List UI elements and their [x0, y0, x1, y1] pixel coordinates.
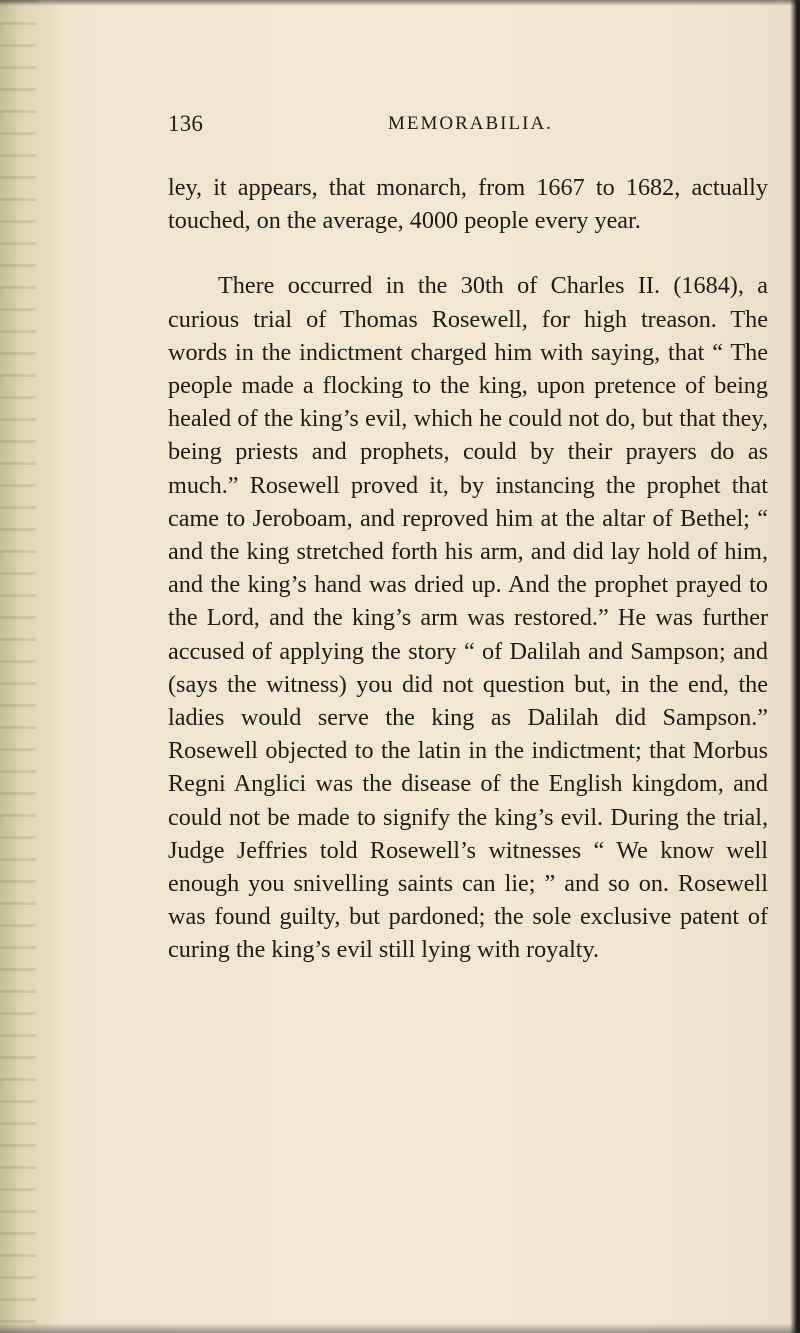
page-right-shadow: [790, 0, 800, 1333]
page-bottom-shadow: [0, 1323, 800, 1333]
page-top-shadow: [0, 0, 800, 6]
page-text: [168, 171, 768, 967]
page-header: [168, 111, 768, 143]
paragraph-2: There occurred in the 30th of Charles II. (1684), a curious trial of Thomas Rosewell, for high treason. The words in the indictment charged him with saying, that “ The people made a flocking to the king, upon pretence of being healed of the king’s evil, which he could not do, but that they, being priests and prophets, could by their prayers do as much.” Rosewell proved it, by instancing the prophet that came to Jeroboam, and reproved him at the altar of Bethel; “ and the king stretched forth his arm, and did lay hold of him, and the king’s hand was dried up. And the prophet prayed to the Lord, and the king’s arm was restored.” He was further accused of applying the story “ of Dalilah and Sampson; and (says the witness) you did not question but, in the end, the ladies would serve the king as Dalilah did Sampson.” Rosewell objected to the latin in the indictment; that Morbus Regni Anglici was the disease of the English kingdom, and could not be made to signify the king’s evil. During the trial, Judge Jeffries told Rosewell’s witnesses “ We know well enough you snivelling saints can lie; ” and so on. Rosewell was found guilty, but pardoned; the sole exclusive patent of curing the king’s evil still lying with royalty.: [168, 272, 768, 964]
running-head: MEMORABILIA.: [388, 113, 553, 134]
paragraph-1: ley, it appears, that monarch, from 1667 to 1682, actually touched, on the average, 4000 people every year.: [168, 174, 768, 235]
page-left-binding-marks: [0, 0, 36, 1333]
page-number: 136: [168, 111, 204, 136]
